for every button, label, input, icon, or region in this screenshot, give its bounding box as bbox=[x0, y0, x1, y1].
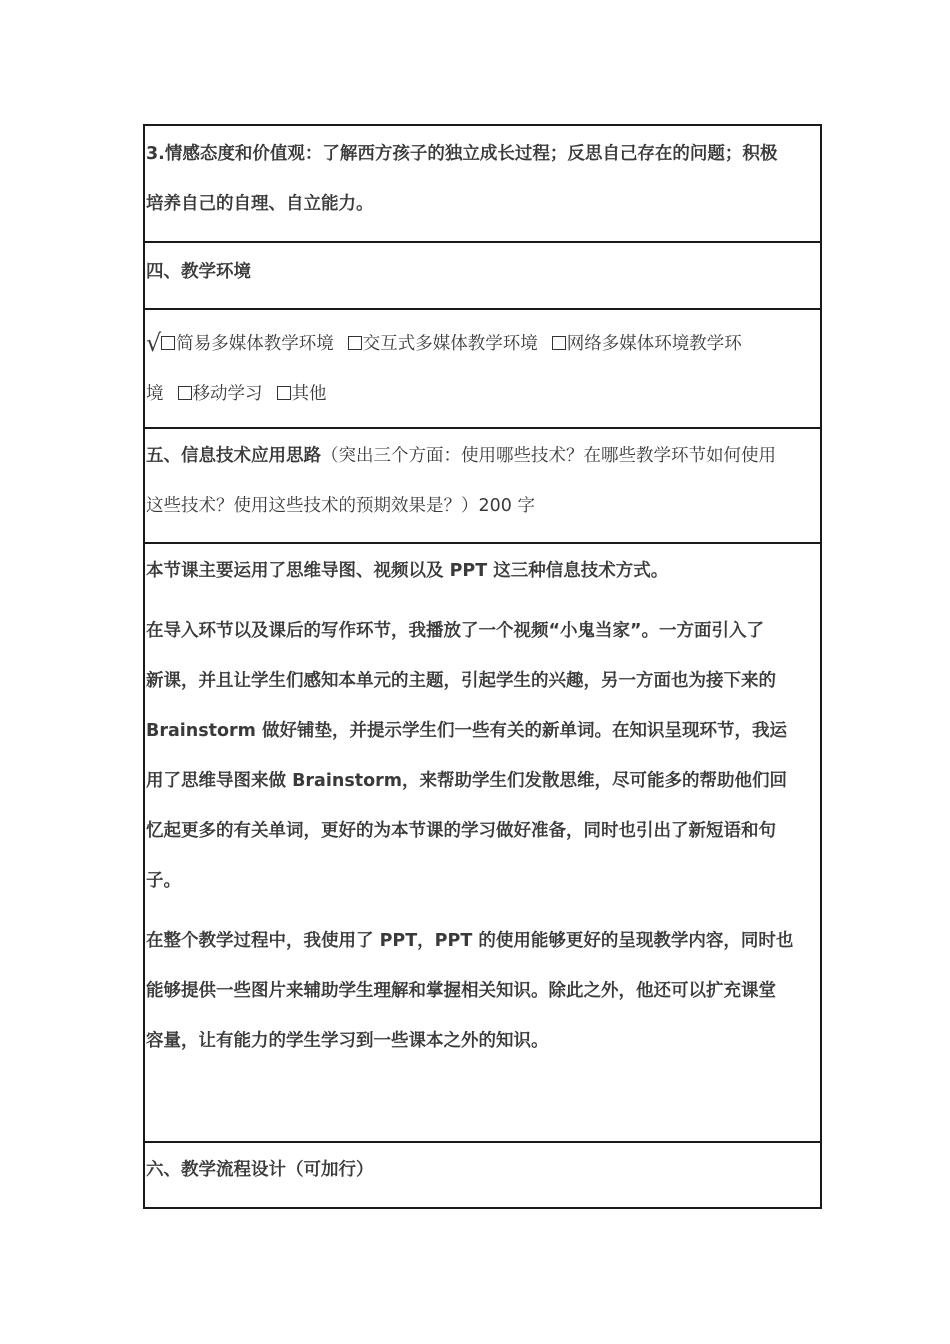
it-application-hint-2: 这些技术？使用这些技术的预期效果是？）200 字 bbox=[146, 496, 535, 516]
body-paragraph-3-line-3: 容量，让有能力的学生学习到一些课本之外的知识。 bbox=[146, 1031, 549, 1051]
it-application-line-1 bbox=[146, 431, 820, 481]
it-application-hint-1: （突出三个方面：使用哪些技术？在哪些教学环节如何使用 bbox=[321, 446, 776, 466]
it-application-heading: 五、信息技术应用思路 bbox=[146, 446, 321, 466]
environment-options-line-2 bbox=[146, 369, 820, 419]
section-it-application-body bbox=[145, 546, 820, 1143]
body-paragraph-2-line-2: 新课，并且让学生们感知本单元的主题，引起学生的兴趣，另一方面也为接下来的 bbox=[146, 671, 776, 691]
body-paragraph-3-line-1: 在整个教学过程中，我使用了 PPT，PPT 的使用能够更好的呈现教学内容，同时也 bbox=[146, 931, 794, 951]
option-simple-multimedia-label: 简易多媒体教学环境 bbox=[176, 334, 334, 354]
option-network-multimedia-label-cont: 境 bbox=[146, 384, 164, 404]
teaching-flow-heading: 六、教学流程设计（可加行） bbox=[146, 1160, 374, 1180]
checkbox-interactive-multimedia[interactable] bbox=[348, 336, 362, 350]
body-paragraph-2-line-1: 在导入环节以及课后的写作环节，我播放了一个视频“小鬼当家”。一方面引入了 bbox=[146, 621, 765, 641]
option-network-multimedia-label: 网络多媒体环境教学环 bbox=[566, 334, 742, 354]
checkbox-other[interactable] bbox=[277, 386, 291, 400]
teaching-environment-heading: 四、教学环境 bbox=[146, 262, 251, 282]
environment-options-line-1 bbox=[146, 316, 820, 369]
checkbox-simple-multimedia[interactable] bbox=[161, 336, 175, 350]
body-paragraph-2-line-3: Brainstorm 做好铺垫，并提示学生们一些有关的新单词。在知识呈现环节，我运 bbox=[146, 721, 787, 741]
lesson-plan-table bbox=[143, 124, 822, 1209]
affective-goal-line-1: 3.情感态度和价值观：了解西方孩子的独立成长过程；反思自己存在的问题；积极 bbox=[146, 144, 778, 164]
checkbox-mobile-learning[interactable] bbox=[178, 386, 192, 400]
section-affective-goals bbox=[145, 129, 820, 243]
option-interactive-multimedia-label: 交互式多媒体教学环境 bbox=[362, 334, 538, 354]
checkmark-icon: √ bbox=[146, 329, 162, 357]
body-paragraph-1: 本节课主要运用了思维导图、视频以及 PPT 这三种信息技术方式。 bbox=[146, 561, 669, 581]
section-teaching-flow-heading bbox=[145, 1145, 820, 1207]
option-other-label: 其他 bbox=[291, 384, 327, 404]
checkbox-network-multimedia[interactable] bbox=[552, 336, 566, 350]
body-paragraph-2-line-5: 忆起更多的有关单词，更好的为本节课的学习做好准备，同时也引出了新短语和句 bbox=[146, 821, 776, 841]
option-mobile-learning-label: 移动学习 bbox=[192, 384, 263, 404]
body-paragraph-3-line-2: 能够提供一些图片来辅助学生理解和掌握相关知识。除此之外，他还可以扩充课堂 bbox=[146, 981, 776, 1001]
affective-goal-line-2: 培养自己的自理、自立能力。 bbox=[146, 194, 374, 214]
body-paragraph-2-line-6: 子。 bbox=[146, 871, 181, 891]
section-teaching-environment-heading bbox=[145, 247, 820, 310]
body-paragraph-2-line-4: 用了思维导图来做 Brainstorm，来帮助学生们发散思维，尽可能多的帮助他们回 bbox=[146, 771, 787, 791]
section-environment-options bbox=[145, 316, 820, 429]
section-it-application-heading bbox=[145, 431, 820, 544]
